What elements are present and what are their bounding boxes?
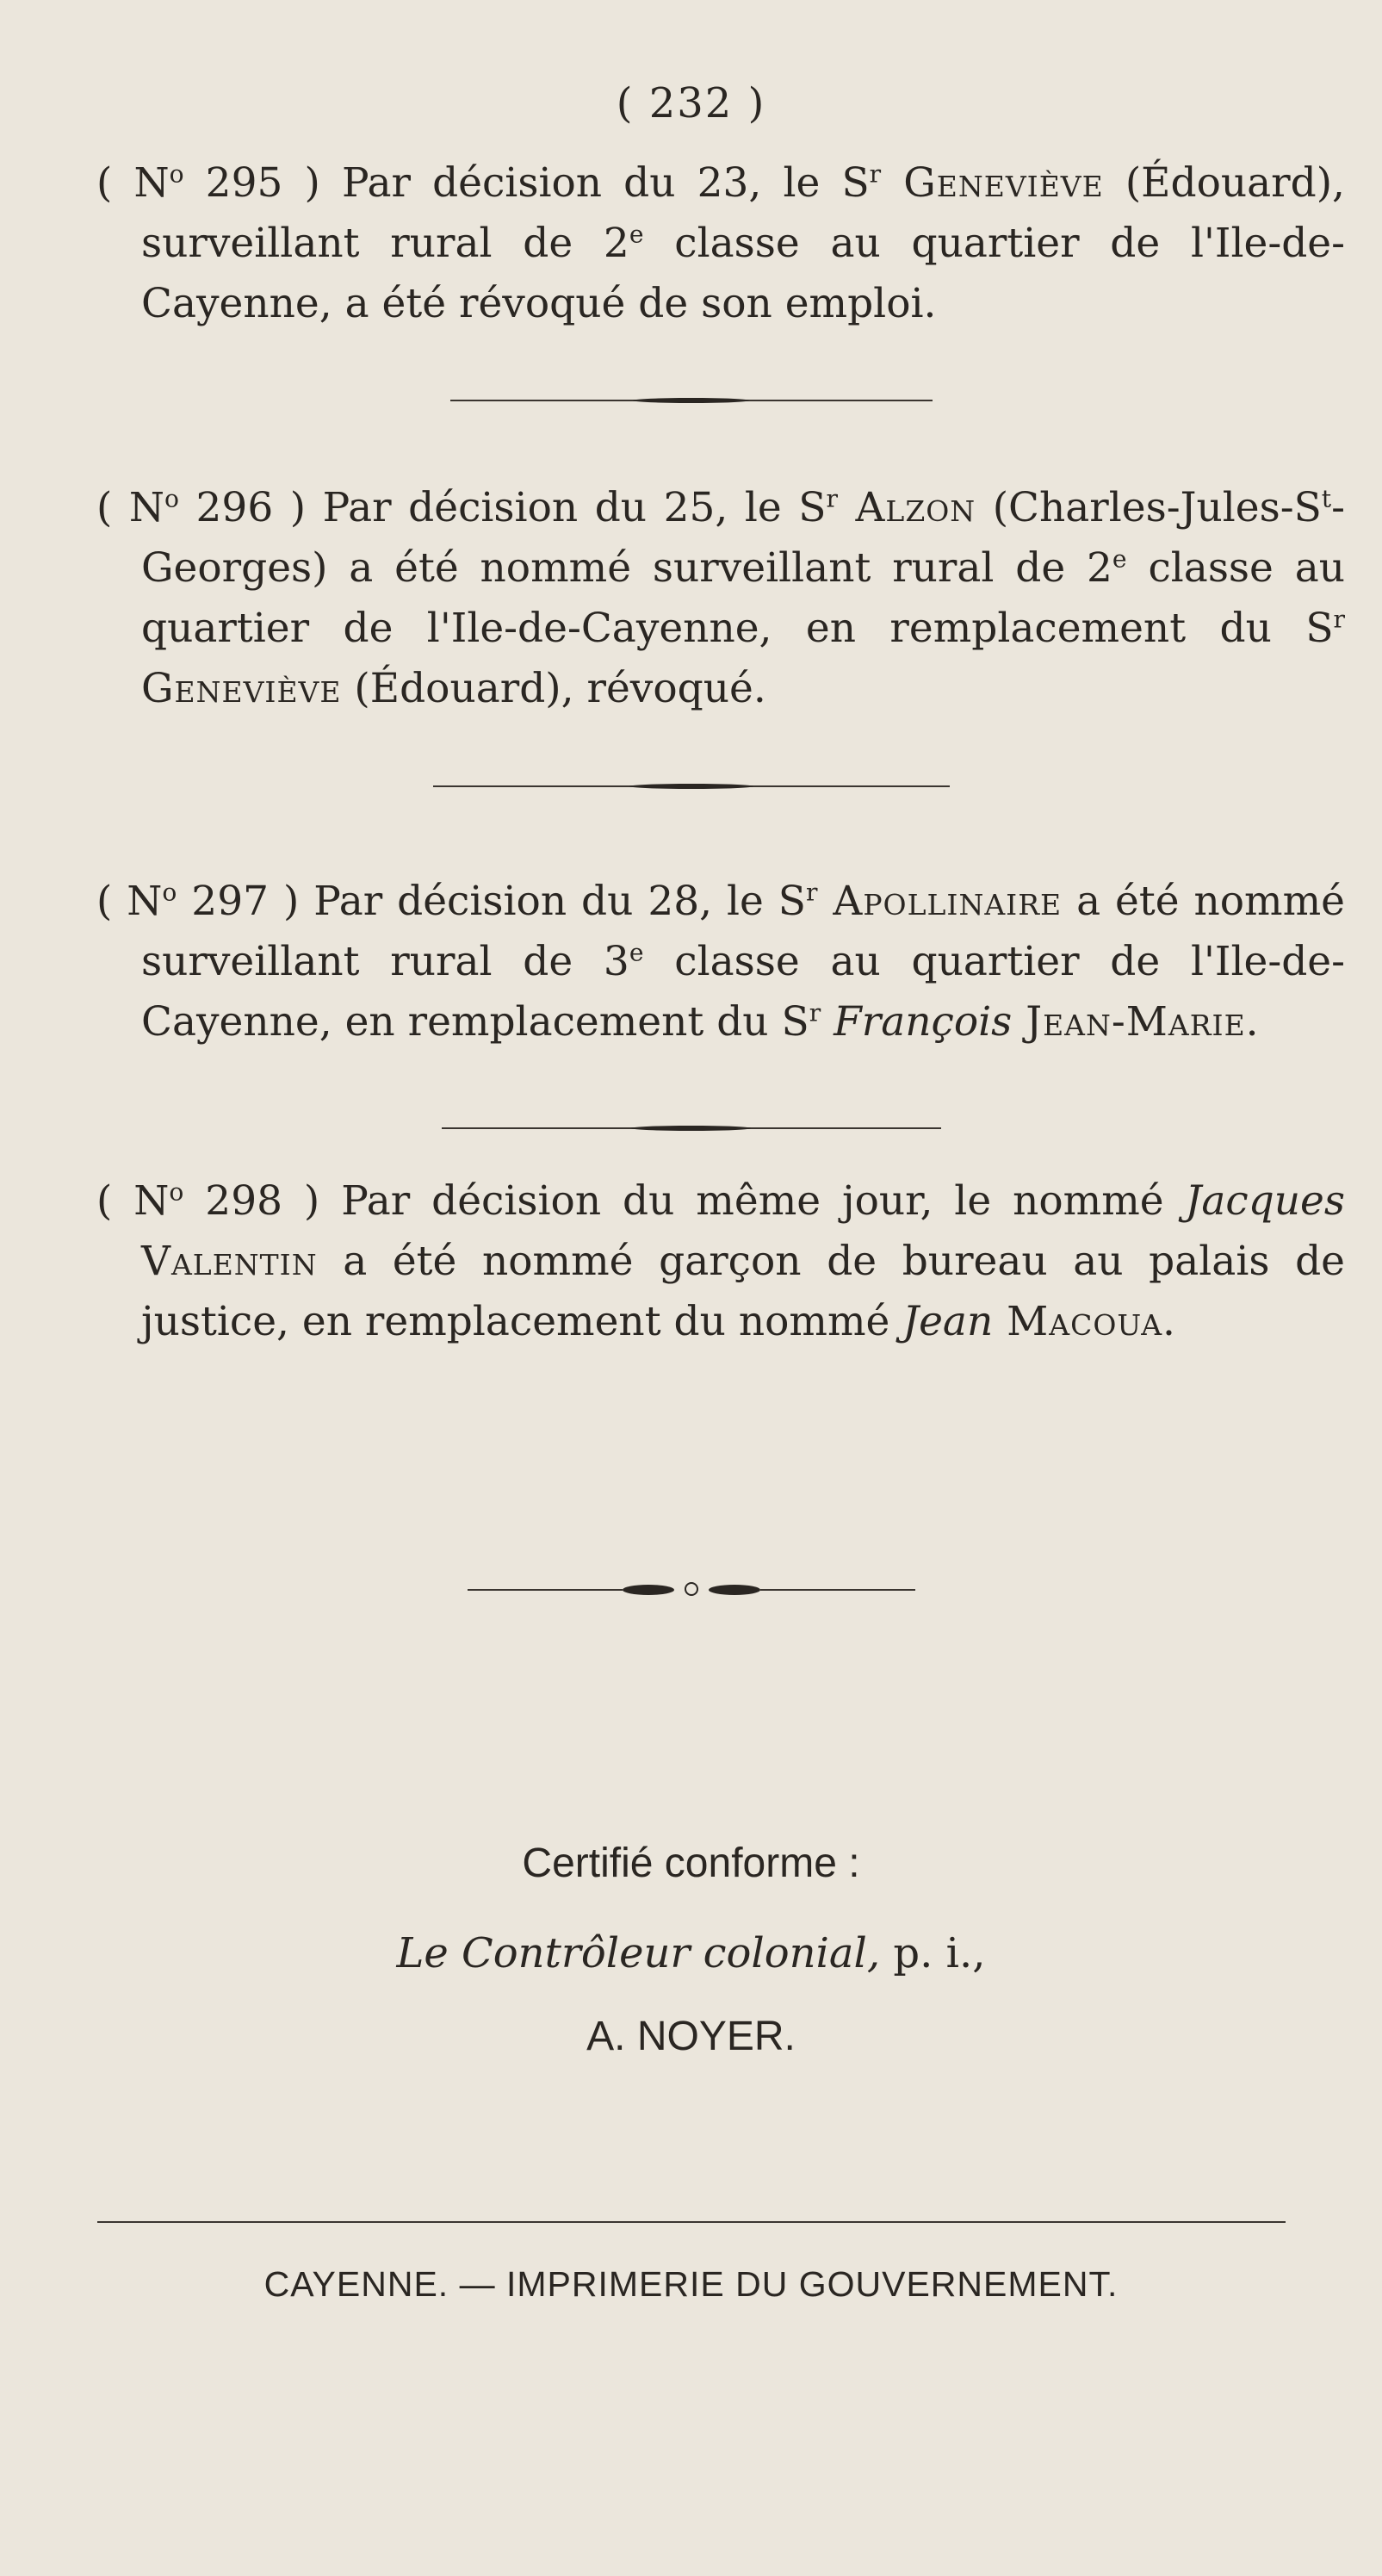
entry-text: classe au quartier de l'Ile-de-Cayenne, a été révoqué de son emploi. [141, 220, 1345, 327]
entry-number-value: 295 ) [183, 159, 320, 207]
person-name: Jean-Marie. [1012, 998, 1260, 1046]
entry-paragraph [96, 478, 1345, 719]
entry-number-sup: o [164, 484, 179, 513]
entry-number-prefix: ( N [96, 159, 170, 207]
person-first-name: Jacques [1185, 1177, 1345, 1225]
entry-paragraph [96, 1171, 1345, 1352]
page-number: ( 232 ) [616, 79, 766, 127]
entry-text: a été nommé surveillant rural de 3 [141, 878, 1345, 985]
entry-number-prefix: ( N [96, 878, 163, 925]
entry-sup: r [826, 484, 838, 513]
entry-number-prefix: ( N [96, 484, 164, 531]
decision-entry-296 [96, 478, 1345, 719]
entry-number [96, 159, 320, 207]
entry-text: classe au quartier de l'Ile-de-Cayenne, en remplacement du S [141, 938, 1345, 1046]
controller-suffix: p. i., [880, 1929, 986, 1977]
bottom-rule [97, 2219, 1286, 2225]
entry-text: (Édouard), surveillant rural de 2 [141, 159, 1345, 267]
person-name: Macoua. [993, 1298, 1177, 1345]
entry-text: a été nommé garçon de bureau au palais de justice, en remplacement du nommé [141, 1238, 1345, 1345]
separator-rule [433, 783, 950, 790]
entry-number-value: 296 ) [178, 484, 307, 531]
entry-text: -Georges) a été nommé surveillant rural de 2 [141, 484, 1345, 592]
entry-text: (Édouard), révoqué. [341, 665, 766, 712]
entry-number [96, 878, 299, 925]
person-name: Geneviève [881, 159, 1104, 207]
entry-number-sup: o [169, 159, 184, 189]
entry-paragraph [96, 872, 1345, 1052]
person-first-name: Jean [902, 1298, 994, 1345]
person-name: Geneviève [141, 665, 342, 712]
separator-rule [450, 397, 933, 404]
entry-text: Par décision du même jour, le nommé [319, 1177, 1186, 1225]
entry-text: Par décision du 28, le S [299, 878, 806, 925]
separator-rule [442, 1125, 941, 1132]
entry-sup: t [1321, 484, 1332, 513]
signature: A. NOYER. [586, 2014, 796, 2059]
controller-line [0, 1929, 1382, 1977]
entry-number [96, 484, 306, 531]
entry-number [96, 1177, 319, 1225]
entry-number-value: 297 ) [177, 878, 300, 925]
entry-number-sup: o [162, 878, 177, 907]
entry-sup: r [869, 159, 882, 189]
printer-imprint: CAYENNE. — IMPRIMERIE DU GOUVERNEMENT. [263, 2264, 1119, 2304]
entry-text: Par décision du 23, le S [319, 159, 870, 207]
person-name: Apollinaire [817, 878, 1063, 925]
entry-paragraph [96, 153, 1345, 334]
entry-sup: r [1333, 605, 1345, 634]
entry-number-value: 298 ) [183, 1177, 320, 1225]
decision-entry-298 [96, 1171, 1345, 1352]
person-name: Valentin [141, 1238, 318, 1285]
decision-entry-297 [96, 872, 1345, 1052]
certification-line: Certifié conforme : [522, 1840, 860, 1886]
person-name: Alzon [837, 484, 976, 531]
entry-sup: r [809, 998, 821, 1027]
entry-sup: e [629, 938, 644, 967]
entry-sup: r [805, 878, 818, 907]
entry-sup: e [629, 220, 644, 249]
entry-text: (Charles-Jules-S [976, 484, 1322, 531]
entry-number-prefix: ( N [96, 1177, 170, 1225]
person-first-name: François [821, 998, 1013, 1046]
controller-title: Le Contrôleur colonial, [396, 1929, 881, 1977]
entry-sup: e [1112, 544, 1127, 574]
entry-text: classe au quartier de l'Ile-de-Cayenne, en remplacement du S [141, 544, 1345, 652]
entry-text: Par décision du 25, le S [306, 484, 827, 531]
ornamental-divider [468, 1580, 915, 1600]
entry-number-sup: o [169, 1177, 184, 1207]
decision-entry-295 [96, 153, 1345, 334]
